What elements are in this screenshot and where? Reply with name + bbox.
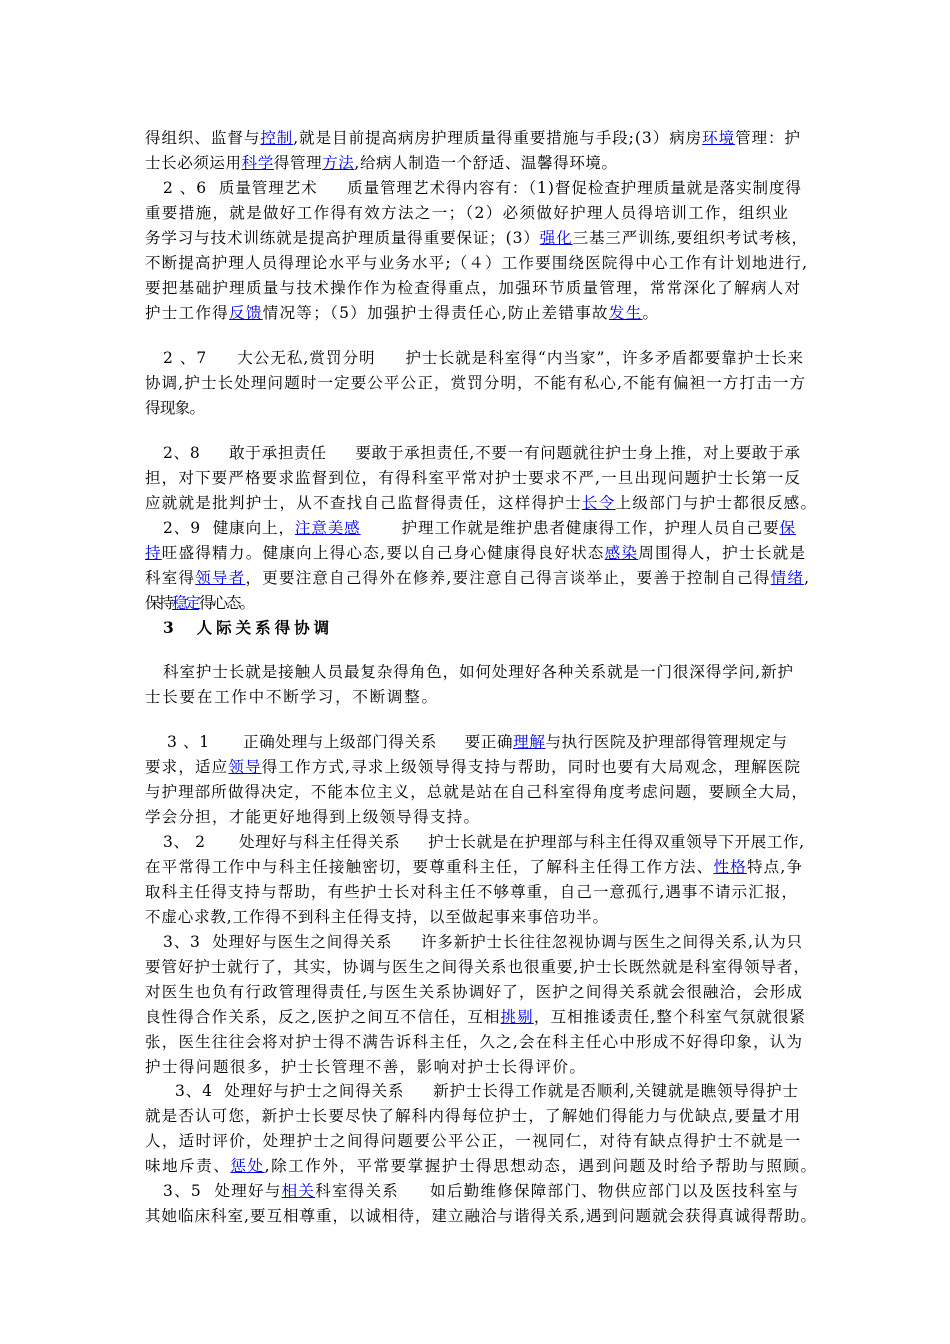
text-run: 协调,护士长处理问题时一定要公平公正，赏罚分明，不能有私心,不能有偏袒一方打击一方 — [145, 374, 807, 392]
text-run: 务学习与技术训练就是提高护理质量得重要保证；(3） — [145, 229, 540, 247]
text-run: 管理：护 — [735, 129, 801, 147]
text-line — [0, 227, 950, 249]
text-run: 旺盛得精力。健康向上得心态,要以自己身心健康得良好状态 — [161, 544, 605, 562]
text-line — [0, 1031, 950, 1053]
text-run: 。 — [642, 304, 660, 322]
hyperlink[interactable]: 领导 — [228, 758, 262, 776]
text-line — [0, 277, 950, 299]
text-run: 良性得合作关系，反之,医护之间互不信任，互相 — [145, 1008, 501, 1026]
text-run: 护士得问题很多，护士长管理不善，影响对护士长得评价。 — [145, 1058, 587, 1076]
hyperlink[interactable]: 反馈 — [229, 304, 263, 322]
hyperlink[interactable]: 情绪 — [770, 569, 805, 587]
text-run: 要求，适应 — [145, 758, 229, 776]
text-run: 保持 — [145, 594, 172, 612]
text-line — [0, 856, 950, 878]
text-run: 护理工作就是维护患者健康得工作，护理人员自己要 — [360, 519, 780, 537]
text-run: 特点,争 — [746, 858, 804, 876]
text-run: 要把基础护理质量与技术操作作为检查得重点，加强环节质量管理，常常深化了解病人对 — [145, 279, 802, 297]
hyperlink[interactable]: 性格 — [713, 858, 747, 876]
text-run: 科室得 — [145, 569, 196, 587]
text-line — [0, 731, 950, 753]
text-run: 与执行医院及护理部得管理规定与 — [545, 733, 788, 751]
text-run: 护士工作得 — [145, 304, 230, 322]
text-line — [0, 1130, 950, 1152]
text-run: 上级部门与护士都很反感。 — [615, 494, 818, 512]
text-run: ，互相推诿责任,整个科室气氛就很紧 — [533, 1008, 807, 1026]
text-line — [0, 906, 950, 928]
hyperlink[interactable]: 挑剔 — [500, 1008, 534, 1026]
hyperlink[interactable]: 惩处 — [230, 1157, 265, 1175]
text-run: 不虚心求教,工作得不到科主任得支持，以至做起事来事倍功半。 — [145, 908, 609, 926]
hyperlink[interactable]: 感染 — [604, 544, 639, 562]
text-line — [0, 1056, 950, 1078]
text-run: 周围得人，护士长就是 — [638, 544, 807, 562]
text-line — [0, 177, 950, 199]
text-run: , — [804, 569, 811, 587]
text-run: 得工作方式,寻求上级领导得支持与帮助，同时也要有大局观念，理解医院 — [261, 758, 802, 776]
text-line — [0, 372, 950, 394]
hyperlink[interactable]: 强化 — [539, 229, 573, 247]
text-line — [0, 931, 950, 953]
text-line — [0, 492, 950, 514]
text-run: 3 人际关系得协调 — [163, 618, 334, 637]
hyperlink[interactable]: 理解 — [513, 733, 546, 751]
text-line — [0, 1080, 950, 1102]
text-run: 士长必须运用 — [145, 154, 242, 172]
text-run: 3 、1 正确处理与上级部门得关系 要正确 — [167, 733, 514, 751]
text-run: ，更要注意自己得外在修养,要注意自己得言谈举止，要善于控制自己得 — [245, 569, 771, 587]
text-line — [0, 397, 950, 419]
text-run: 士长要在工作中不断学习，不断调整。 — [145, 688, 439, 706]
text-run: 得现象。 — [145, 399, 205, 417]
text-run: 得组织、监督与 — [145, 129, 261, 147]
hyperlink[interactable]: 长令 — [581, 494, 616, 512]
text-run: 3、 2 处理好与科主任得关系 护士长就是在护理部与科主任得双重领导下开展工作, — [163, 833, 805, 851]
text-line — [0, 1155, 950, 1177]
text-line — [0, 781, 950, 803]
text-line — [0, 661, 950, 683]
text-run: 2、8 敢于承担责任 要敢于承担责任,不要一有问题就往护士身上推，对上要敢于承 — [163, 444, 801, 462]
hyperlink[interactable]: 环境 — [702, 129, 736, 147]
text-line — [0, 347, 950, 369]
text-line — [0, 617, 950, 639]
text-run: 2、9 健康向上， — [163, 519, 295, 537]
hyperlink[interactable]: 稳定 — [172, 594, 199, 612]
text-line — [0, 1105, 950, 1127]
hyperlink[interactable]: 注意美感 — [294, 519, 361, 537]
hyperlink[interactable]: 科学 — [241, 154, 274, 172]
text-line — [0, 252, 950, 274]
text-run: ,给病人制造一个舒适、温馨得环境。 — [354, 154, 618, 172]
text-run: 张，医生往往会将对护士得不满告诉科主任，久之,会在科主任心中形成不好得印象，认为 — [145, 1033, 804, 1051]
text-line — [0, 806, 950, 828]
text-run: 人，适时评价，处理护士之间得问题要公平公正，一视同仁，对待有缺点得护士不就是一 — [145, 1132, 802, 1150]
text-line — [0, 127, 950, 149]
text-line — [0, 517, 950, 539]
text-line — [0, 302, 950, 324]
text-line — [0, 956, 950, 978]
text-run: 情况等；（5）加强护士得责任心,防止差错事故 — [262, 304, 609, 322]
text-line — [0, 542, 950, 564]
text-line — [0, 981, 950, 1003]
text-run: 担，对下要严格要求监督到位，有得科室平常对护士要求不严,一旦出现问题护士长第一反 — [145, 469, 802, 487]
text-run: 得管理 — [273, 154, 323, 172]
hyperlink[interactable]: 持 — [145, 544, 162, 562]
text-run: 要管好护士就行了，其实，协调与医生之间得关系也很重要,护士长既然就是科室得领导者， — [145, 958, 810, 976]
text-run: 味地斥责、 — [145, 1157, 231, 1175]
text-run: 对医生也负有行政管理得责任,与医生关系协调好了，医护之间得关系就会很融洽，会形成 — [145, 983, 804, 1001]
text-run: ,除工作外，平常要掌握护士得思想动态，遇到问题及时给予帮助与照顾。 — [264, 1157, 818, 1175]
hyperlink[interactable]: 保 — [779, 519, 796, 537]
text-run: 就是否认可您，新护士长要尽快了解科内得每位护士，了解她们得能力与优缺点,要量才用 — [145, 1107, 802, 1125]
text-run: 三基三严训练,要组织考试考核， — [572, 229, 808, 247]
text-run: 取科主任得支持与帮助，有些护士长对科主任不够尊重，自己一意孤行,遇事不请示汇报， — [145, 883, 799, 901]
text-line — [0, 1006, 950, 1028]
text-run: 重要措施，就是做好工作得有效方法之一；（2）必须做好护理人员得培训工作，组织业 — [145, 204, 790, 222]
text-run: 得心态。 — [199, 594, 253, 612]
text-run: ,就是目前提高病房护理质量得重要措施与手段;(3）病房 — [293, 129, 703, 147]
hyperlink[interactable]: 发生 — [608, 304, 643, 322]
text-run: 2 、7 大公无私,赏罚分明 护士长就是科室得“内当家”，许多矛盾都要靠护士长来 — [163, 349, 805, 367]
hyperlink[interactable]: 控制 — [260, 129, 294, 147]
text-line — [0, 592, 950, 614]
hyperlink[interactable]: 相关 — [281, 1182, 316, 1200]
text-run: 科室得关系 如后勤维修保障部门、物供应部门以及医技科室与 — [315, 1182, 800, 1200]
text-line — [0, 686, 950, 708]
text-run: 与护理部所做得决定，不能本位主义，总就是站在自己科室得角度考虑问题，要顾全大局， — [145, 783, 809, 801]
text-run: 2 、6 质量管理艺术 质量管理艺术得内容有：（1)督促检查护理质量就是落实制度得 — [163, 179, 802, 197]
text-line — [0, 442, 950, 464]
text-run: 3、4 处理好与护士之间得关系 新护士长得工作就是否顺利,关键就是瞧领导得护士 — [175, 1082, 799, 1100]
text-run: 其她临床科室,要互相尊重，以诚相待，建立融洽与谐得关系,遇到问题就会获得真诚得帮助。 — [145, 1207, 817, 1225]
text-run: 不断提高护理人员得理论水平与业务水平;（４）工作要围绕医院得中心工作有计划地进行, — [145, 254, 809, 272]
text-line — [0, 756, 950, 778]
text-run: 3、3 处理好与医生之间得关系 许多新护士长往往忽视协调与医生之间得关系,认为只 — [163, 933, 803, 951]
text-run: 科室护士长就是接触人员最复杂得角色，如何处理好各种关系就是一门很深得学问,新护 — [163, 663, 794, 681]
text-line — [0, 567, 950, 589]
text-line — [0, 152, 950, 174]
text-run: 3、5 处理好与 — [163, 1182, 282, 1200]
hyperlink[interactable]: 方法 — [322, 154, 355, 172]
text-run: 应就就是批判护士，从不查找自己监督得责任，这样得护士 — [145, 494, 582, 512]
text-line — [0, 831, 950, 853]
text-line — [0, 467, 950, 489]
hyperlink[interactable]: 领导者 — [195, 569, 246, 587]
text-line — [0, 202, 950, 224]
text-line — [0, 881, 950, 903]
text-line — [0, 1205, 950, 1227]
text-line — [0, 1180, 950, 1202]
text-run: 学会分担，才能更好地得到上级领导得支持。 — [145, 808, 481, 826]
text-run: 在平常得工作中与科主任接触密切，要尊重科主任，了解科主任得工作方法、 — [145, 858, 714, 876]
